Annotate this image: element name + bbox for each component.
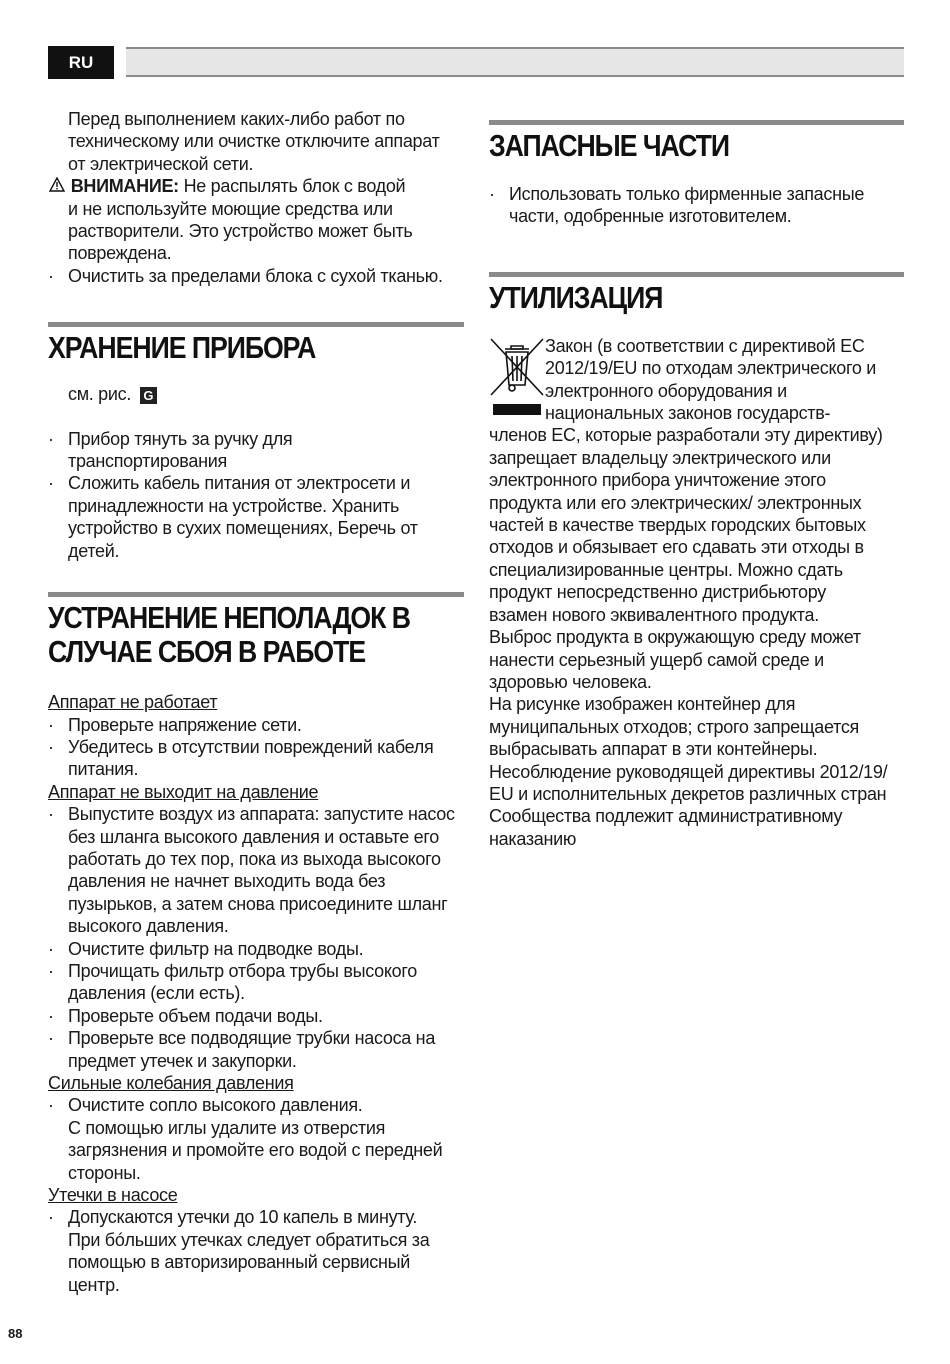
figure-label: G (140, 387, 157, 404)
text-line: пузырьков, а затем снова присоедините шланг (68, 893, 448, 914)
text-line: выбрасывать аппарат в эти контейнеры. (489, 739, 818, 760)
text-line: здоровью человека. (489, 671, 652, 692)
subheading: Аппарат не выходит на давление (48, 781, 319, 802)
text-line: · Прибор тянуть за ручку для (68, 428, 293, 449)
text-line: членов ЕС, которые разработали эту директиву) (489, 425, 883, 446)
list-item (48, 1206, 464, 1296)
text-line: Сообщества подлежит административному (489, 806, 843, 827)
list-item (48, 1005, 464, 1027)
disposal-text (489, 335, 904, 850)
text-line: устройство в сухих помещениях, Беречь от (68, 518, 418, 539)
text-line: техническому или очистке отключите аппарат (68, 131, 440, 152)
text-line: предмет утечек и закупорки. (68, 1050, 297, 1071)
text-line: Несоблюдение руководящей директивы 2012/19/ (489, 761, 888, 782)
text-line: электронного прибора уничтожение этого (489, 470, 826, 491)
trouble-group (48, 781, 464, 1072)
section-title: ХРАНЕНИЕ ПРИБОРА (48, 330, 316, 366)
text-line: · Использовать только фирменные запасные (509, 184, 865, 204)
text-line: При бóльших утечках следует обратиться за (68, 1229, 430, 1250)
list-item (48, 472, 464, 562)
text-line: стороны. (68, 1162, 141, 1183)
language-tab: RU (48, 46, 114, 79)
text-line: · Выпустите воздух из аппарата: запустите насос (68, 804, 455, 825)
text-line: отходов и обязывает его сдавать эти отходы в (489, 537, 864, 558)
list-item (48, 960, 464, 1005)
text-line: повреждена. (68, 243, 172, 264)
text-line: 2012/19/EU по отходам электрического и (545, 358, 876, 379)
text-line: высокого давления. (68, 916, 229, 937)
text-line: Закон (в соответствии с директивой ЕС (545, 335, 865, 356)
subheading: Утечки в насосе (48, 1185, 178, 1206)
text-line: взамен нового эквивалентного продукта. (489, 604, 819, 625)
text-line: электронного оборудования и (545, 380, 787, 401)
warning-first-line (48, 175, 464, 197)
text-line: принадлежности на устройстве. Хранить (68, 495, 400, 516)
text-line: работать до тех пор, пока из выхода высокого (68, 848, 441, 869)
left-column (48, 108, 464, 1296)
text-line: помощью в авторизированный сервисный (68, 1252, 411, 1273)
text-line: · Убедитесь в отсутствии повреждений кабеля (68, 736, 434, 757)
warning-label: ВНИМАНИЕ: (70, 176, 179, 197)
warning-block (48, 175, 464, 265)
text-line: без шланга высокого давления и оставьте его (68, 826, 439, 847)
text-line: · Очистите фильтр на подводке воды. (68, 938, 364, 959)
text-line: С помощью иглы удалите из отверстия (68, 1117, 386, 1138)
text-line: запрещает владельцу электрического или (489, 447, 831, 468)
storage-section (48, 322, 464, 562)
text-line: частей в качестве твердых городских бытовых (489, 515, 866, 536)
header-rule (126, 47, 904, 77)
text-line: Перед выполнением каких-либо работ по (68, 109, 405, 129)
text-line: растворители. Это устройство может быть (68, 221, 413, 242)
text-line: питания. (68, 759, 139, 780)
right-column (489, 120, 904, 850)
text-line: транспортирования (68, 451, 227, 472)
list-item (48, 938, 464, 960)
text-line: центр. (68, 1274, 120, 1295)
text-line: · Прочищать фильтр отбора трубы высокого (68, 960, 417, 981)
text-line: и не используйте моющие средства или (68, 198, 393, 219)
text-line: от электрической сети. (68, 153, 254, 174)
troubleshooting-section (48, 592, 464, 1296)
icon-adjacent-text (489, 335, 904, 425)
text-line: · Сложить кабель питания от электросети и (68, 473, 411, 494)
trouble-group (48, 1184, 464, 1296)
text-line: национальных законов государств- (545, 403, 831, 424)
text-line: · Проверьте напряжение сети. (68, 714, 302, 735)
text-line: · Допускаются утечки до 10 капель в минуту. (68, 1207, 418, 1228)
page-header (48, 46, 904, 79)
text-line: продукта или его электрических/ электронных (489, 492, 862, 513)
list-item (48, 714, 464, 736)
subheading: Аппарат не работает (48, 692, 218, 713)
list-item (48, 428, 464, 473)
subheading: Сильные колебания давления (48, 1073, 294, 1093)
text-line: · Проверьте все подводящие трубки насоса на (68, 1028, 436, 1049)
crossed-out-wheelie-bin-icon (489, 335, 545, 419)
figure-reference (48, 383, 464, 405)
trouble-group (48, 1072, 464, 1184)
text-line: · Очистите сопло высокого давления. (68, 1095, 363, 1116)
list-item (489, 183, 904, 228)
trouble-group (48, 691, 464, 781)
disposal-section (489, 272, 904, 850)
text-line: Выброс продукта в окружающую среду может (489, 627, 861, 648)
section-title-line: СЛУЧАЕ СБОЯ В РАБОТЕ (48, 634, 366, 670)
text-line: · Проверьте объем подачи воды. (68, 1005, 323, 1026)
maintenance-intro (48, 108, 464, 175)
text-line: давления (если есть). (68, 983, 245, 1004)
warning-triangle-icon (48, 175, 66, 197)
text-line: EU и исполнительных декретов различных стран (489, 783, 887, 804)
section-title: ЗАПАСНЫЕ ЧАСТИ (489, 128, 730, 163)
text-line: нанести серьезный ущерб самой среде и (489, 649, 824, 670)
text-line: наказанию (489, 828, 577, 849)
text-line: На рисунке изображен контейнер для (489, 694, 796, 715)
spare-parts-section (489, 120, 904, 228)
text-line: специализированные центры. Можно сдать (489, 559, 843, 580)
section-title: УТИЛИЗАЦИЯ (489, 279, 663, 315)
text-line: детей. (68, 540, 120, 561)
text-line: продукт непосредственно дистрибьютору (489, 582, 826, 603)
trouble-groups (48, 691, 464, 1296)
warning-text: Не распылять блок с водой (178, 176, 406, 197)
storage-list (48, 428, 464, 562)
list-item (48, 1094, 464, 1184)
text-line: части, одобренные изготовителем. (509, 206, 792, 227)
list-item: · Очистить за пределами блока с сухой тканью. (48, 265, 464, 287)
text-line: давления не начнет выходить вода без (68, 871, 386, 892)
text-line: муниципальных отходов; строго запрещается (489, 716, 860, 737)
see-fig-text: см. рис. (68, 384, 132, 405)
list-item (48, 736, 464, 781)
page-number: 88 (8, 1326, 23, 1341)
list-item (48, 803, 464, 937)
text-line: загрязнения и промойте его водой с передней (68, 1140, 443, 1161)
section-title-line: УСТРАНЕНИЕ НЕПОЛАДОК В (48, 600, 410, 636)
list-item (48, 1027, 464, 1072)
